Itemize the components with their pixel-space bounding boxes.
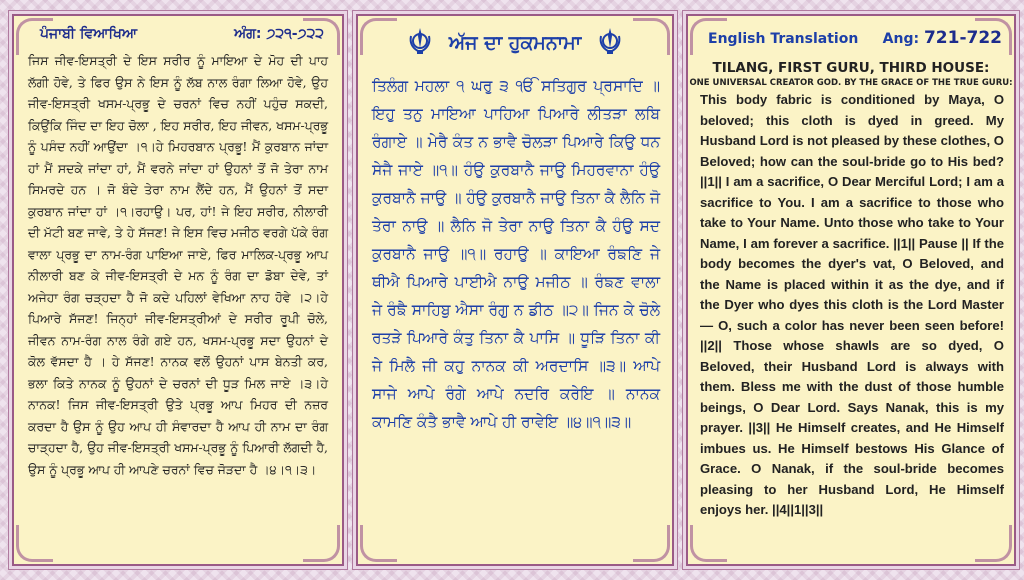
corner-ornament <box>303 18 340 55</box>
hukamnama-title: ਅੱਜ ਦਾ ਹੁਕਮਨਾਮਾ <box>448 32 582 54</box>
punjabi-explanation-text: ਜਿਸ ਜੀਵ-ਇਸਤ੍ਰੀ ਦੇ ਇਸ ਸਰੀਰ ਨੂੰ ਮਾਇਆ ਦੇ ਮੋਹ ਦੀ ਪਾਹ ਲੱਗੀ ਹੋਵੇ, ਤੇ ਫਿਰ ਉਸ ਨੇ ਇਸ ਨੂੰ ਲੱਬ ਨਾਲ ਰੰਗਾ ਲਿਆ ਹੋਵੇ, ਉਹ ਜੀਵ-ਇਸਤ੍ਰੀ ਖਸਮ-ਪ੍ਰਭੂ ਦੇ ਚਰਨਾਂ ਵਿਚ ਨਹੀਂ ਪਹੁੰਚ ਸਕਦੀ, ਕਿਉਂਕਿ ਜਿੰਦ ਦਾ ਇਹ ਚੋਲਾ , ਇਹ ਸਰੀਰ, ਇਹ ਜੀਵਨ, ਖਸਮ-ਪ੍ਰਭੂ ਨੂੰ ਪਸੰਦ ਨਹੀਂ ਆਉਂਦਾ ।੧।ਹੇ ਮਿਹਰਬਾਨ ਪ੍ਰਭੂ! ਮੈਂ ਕੁਰਬਾਨ ਜਾਂਦਾ ਹਾਂ ਮੈਂ ਸਦਕੇ ਜਾਂਦਾ ਹਾਂ, ਮੈਂ ਵਰਨੇ ਜਾਂਦਾ ਹਾਂ ਉਹਨਾਂ ਤੋਂ ਜੋ ਤੇਰਾ ਨਾਮ ਸਿਮਰਦੇ ਹਨ । ਜੋ ਬੰਦੇ ਤੇਰਾ ਨਾਮ ਲੈਂਦੇ ਹਨ, ਮੈਂ ਉਹਨਾਂ ਤੋਂ ਸਦਾ ਕੁਰਬਾਨ ਜਾਂਦਾ ਹਾਂ ।੧।ਰਹਾਉ। ਪਰ, ਹਾਂ! ਜੇ ਇਹ ਸਰੀਰ, ਨੀਲਾਰੀ ਦੀ ਮੱਟੀ ਬਣ ਜਾਵੇ, ਤੇ ਹੇ ਸੱਜਣ! ਜੇ ਇਸ ਵਿਚ ਮਜੀਠ ਵਰਗੇ ਪੱਕੇ ਰੰਗ ਵਾਲਾ ਪ੍ਰਭੂ ਦਾ ਨਾਮ-ਰੰਗ ਪਾਇਆ ਜਾਏ, ਫਿਰ ਮਾਲਿਕ-ਪ੍ਰਭੂ ਆਪ ਨੀਲਾਰੀ ਬਣ ਕੇ ਜੀਵ-ਇਸਤ੍ਰੀ ਦੇ ਮਨ ਨੂੰ ਰੰਗ ਦਾ ਡੋਬਾ ਦੇਵੇ, ਤਾਂ ਅਜੇਹਾ ਰੰਗ ਚੜ੍ਹਦਾ ਹੈ ਜੋ ਕਦੇ ਪਹਿਲਾਂ ਵੇਖਿਆ ਨਾਹ ਹੋਵੇ ।੨।ਹੇ ਪਿਆਰੇ ਸੱਜਣ! ਜਿਨ੍ਹਾਂ ਜੀਵ-ਇਸਤ੍ਰੀਆਂ ਦੇ ਸਰੀਰ ਰੂਪੀ ਚੋਲੇ, ਜੀਵਨ ਨਾਮ-ਰੰਗ ਨਾਲ ਰੰਗੇ ਗਏ ਹਨ, ਖਸਮ-ਪ੍ਰਭੂ ਸਦਾ ਉਹਨਾਂ ਦੇ ਕੋਲ ਵੱਸਦਾ ਹੈ । ਹੇ ਸੱਜਣ! ਨਾਨਕ ਵਲੋਂ ਉਹਨਾਂ ਪਾਸ ਬੇਨਤੀ ਕਰ, ਭਲਾ ਕਿਤੇ ਨਾਨਕ ਨੂੰ ਉਹਨਾਂ ਦੇ ਚਰਨਾਂ ਦੀ ਧੂੜ ਮਿਲ ਜਾਏ ।੩।ਹੇ ਨਾਨਕ! ਜਿਸ ਜੀਵ-ਇਸਤ੍ਰੀ ਉਤੇ ਪ੍ਰਭੂ ਆਪ ਮਿਹਰ ਦੀ ਨਜ਼ਰ ਕਰਦਾ ਹੈ ਉਸ ਨੂੰ ਉਹ ਆਪ ਹੀ ਸੰਵਾਰਦਾ ਹੈ ਆਪ ਹੀ ਨਾਮ ਦਾ ਰੰਗ ਚਾੜ੍ਹਦਾ ਹੈ, ਉਹ ਜੀਵ-ਇਸਤ੍ਰੀ ਖਸਮ-ਪ੍ਰਭੂ ਨੂੰ ਪਿਆਰੀ ਲੱਗਦੀ ਹੈ, ਉਸ ਨੂੰ ਪ੍ਰਭੂ ਆਪ ਹੀ ਆਪਣੇ ਚਰਨਾਂ ਵਿਚ ਜੋੜਦਾ ਹੈ ।੪।੧।੩। <box>28 53 328 477</box>
corner-ornament <box>690 525 727 562</box>
corner-ornament <box>633 525 670 562</box>
punjabi-explanation-panel <box>12 14 344 566</box>
punjabi-ang-label: ਅੰਗ: ੭੨੧-੭੨੨ <box>234 26 324 42</box>
corner-ornament <box>975 525 1012 562</box>
punjabi-explanation-title: ਪੰਜਾਬੀ ਵਿਆਖਿਆ <box>40 26 138 42</box>
english-translation-text: This body fabric is conditioned by Maya, O beloved; this cloth is dyed in greed. My Husband Lord is not pleased by these clothes, O Beloved; how can the soul-bride go to His bed? ||1|| I am a sacrifice, O Dear Merciful Lord; I am a sacrifice to You. I am a sacrifice to those who take to Your Name. Unto those who take to Your Name, I am forever a sacrifice. ||1|| Pause || If the body becomes the dyer's vat, O Beloved, and the Name is placed within it as the dye, and if the Dyer who dyes this cloth is the Lord Master — O, such a color has never been seen before! ||2|| Those whose shawls are so dyed, O Beloved, their Husband Lord is always with them. Bless me with the dust of those humble beings, O Dear Lord. Says Nanak, this is my prayer. ||3|| He Himself creates, and He Himself imbues us. He Himself bestows His Glance of Grace. O Nanak, if the soul-bride becomes pleasing to her Husband Lord, He Himself enjoys her. ||4||1||3|| <box>700 92 1004 517</box>
english-translation-panel <box>686 14 1016 566</box>
punjabi-explanation-header <box>14 16 342 46</box>
english-translation-title: English Translation <box>708 31 859 47</box>
corner-ornament <box>16 18 53 55</box>
corner-ornament <box>16 525 53 562</box>
khanda-icon <box>405 26 435 61</box>
english-ang-value: 721-722 <box>923 28 1002 48</box>
shabad-heading: TILANG, FIRST GURU, THIRD HOUSE: <box>712 60 990 76</box>
corner-ornament <box>360 525 397 562</box>
corner-ornament <box>360 18 397 55</box>
corner-ornament <box>690 18 727 55</box>
hukamnama-panel <box>356 14 674 566</box>
english-translation-header <box>688 16 1014 54</box>
corner-ornament <box>975 18 1012 55</box>
hukamnama-text: ਤਿਲੰਗ ਮਹਲਾ ੧ ਘਰੁ ੩ ੴ ਸਤਿਗੁਰ ਪ੍ਰਸਾਦਿ ॥ ਇਹੁ ਤਨੁ ਮਾਇਆ ਪਾਹਿਆ ਪਿਆਰੇ ਲੀਤੜਾ ਲਬਿ ਰੰਗਾਏ ॥ ਮੇਰੈ ਕੰਤ ਨ ਭਾਵੈ ਚੋਲੜਾ ਪਿਆਰੇ ਕਿਉ ਧਨ ਸੇਜੈ ਜਾਏ ॥੧॥ ਹੰਉ ਕੁਰਬਾਨੈ ਜਾਉ ਮਿਹਰਵਾਨਾ ਹੰਉ ਕੁਰਬਾਨੈ ਜਾਉ ॥ ਹੰਉ ਕੁਰਬਾਨੈ ਜਾਉ ਤਿਨਾ ਕੈ ਲੈਨਿ ਜੋ ਤੇਰਾ ਨਾਉ ॥ ਲੈਨਿ ਜੋ ਤੇਰਾ ਨਾਉ ਤਿਨਾ ਕੈ ਹੰਉ ਸਦ ਕੁਰਬਾਨੈ ਜਾਉ ॥੧॥ ਰਹਾਉ ॥ ਕਾਇਆ ਰੰਙਣਿ ਜੇ ਥੀਐ ਪਿਆਰੇ ਪਾਈਐ ਨਾਉ ਮਜੀਠ ॥ ਰੰਙਣ ਵਾਲਾ ਜੇ ਰੰਙੈ ਸਾਹਿਬੁ ਐਸਾ ਰੰਗੁ ਨ ਡੀਠ ॥੨॥ ਜਿਨ ਕੇ ਚੋਲੇ ਰਤੜੇ ਪਿਆਰੇ ਕੰਤੁ ਤਿਨਾ ਕੈ ਪਾਸਿ ॥ ਧੂੜਿ ਤਿਨਾ ਕੀ ਜੇ ਮਿਲੈ ਜੀ ਕਹੁ ਨਾਨਕ ਕੀ ਅਰਦਾਸਿ ॥੩॥ ਆਪੇ ਸਾਜੇ ਆਪੇ ਰੰਗੇ ਆਪੇ ਨਦਰਿ ਕਰੇਇ ॥ ਨਾਨਕ ਕਾਮਣਿ ਕੰਤੈ ਭਾਵੈ ਆਪੇ ਹੀ ਰਾਵੇਇ ॥੪॥੧॥੩॥ <box>372 77 660 431</box>
corner-ornament <box>303 525 340 562</box>
hukamnama-header <box>358 20 672 66</box>
shabad-subheading: ONE UNIVERSAL CREATOR GOD. BY THE GRACE OF THE TRUE GURU: <box>689 78 1013 88</box>
corner-ornament <box>633 18 670 55</box>
english-ang-label: Ang: <box>882 31 920 47</box>
khanda-icon <box>595 26 625 61</box>
